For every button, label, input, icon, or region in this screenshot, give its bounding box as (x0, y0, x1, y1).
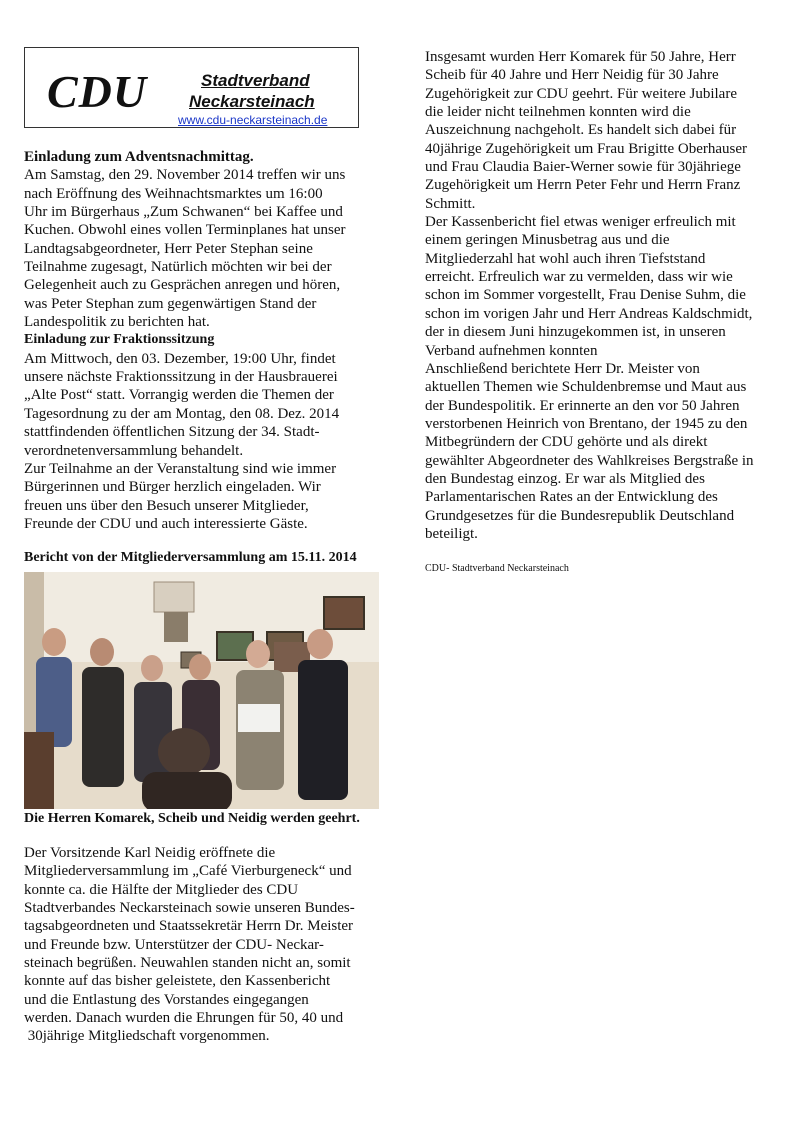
text-line: Gelegenheit auch zu Gesprächen anregen und hören, (24, 277, 341, 294)
text-line: den Bundestag einzog. Er war als Mitglied des (425, 470, 705, 487)
text-line: Schmitt. (425, 195, 476, 212)
right-column (425, 48, 785, 543)
text-line: Der Kassenbericht fiel etwas weniger erfreulich mit (425, 214, 736, 231)
text-line: und Freunde bzw. Unterstützer der CDU- Neckar- (24, 936, 324, 953)
text-line: 40jährige Zugehörigkeit um Frau Brigitte Oberhauser (425, 140, 747, 157)
photo-caption: Die Herren Komarek, Scheib und Neidig werden geehrt. (24, 811, 360, 826)
text-line: „Alte Post“ statt. Vorrangig werden die Themen der (24, 387, 334, 404)
text-line: gewählter Abgeordneter des Wahlkreises Bergstraße in (425, 452, 754, 469)
text-line: Teilnahme zugesagt, Natürlich möchten wir bei der (24, 259, 332, 276)
text-line: und die Entlastung des Vorstandes eingegangen (24, 991, 309, 1008)
text-line: Kuchen. Obwohl eines vollen Terminplanes hat unser (24, 222, 346, 239)
group-photo (24, 572, 379, 809)
text-line: freuen uns über den Besuch unserer Mitglieder, (24, 497, 309, 514)
text-line: Freunde der CDU und auch interessierte Gäste. (24, 515, 308, 532)
text-line: tagsabgeordneten und Staatssekretär Herrn Dr. Meister (24, 918, 354, 935)
text-line: beteiligt. (425, 525, 478, 542)
report-text (24, 844, 384, 1046)
text-line: Verband aufnehmen konnten (425, 342, 598, 359)
text-line: Stadtverbandes Neckarsteinach sowie unseren Bundes- (24, 900, 355, 917)
text-line: Zur Teilnahme an der Veranstaltung sind wie immer (24, 460, 337, 477)
text-line: und Frau Claudia Baier-Werner sowie für 30jähriege (425, 159, 741, 176)
text-line: nach Eröffnung des Weihnachtsmarktes um 16:00 (24, 185, 323, 202)
text-line: was Peter Stephan zum gegenwärtigen Stand der (24, 295, 317, 312)
cdu-logo: CDU (47, 66, 148, 117)
text-line: Mitbegründern der CDU gehörte und als direkt (425, 434, 708, 451)
text-line: aktuellen Themen wie Schuldenbremse und Maut aus (425, 379, 747, 396)
text-line: schon im vorigen Jahr und Herr Andreas Kaldschmidt, (425, 305, 753, 322)
text-line: Mitgliederzahl hat wohl auch ihren Tiefststand (425, 250, 706, 267)
text-line: werden. Danach wurden die Ehrungen für 50, 40 und (24, 1010, 344, 1027)
text-line: der Bundespolitik. Er erinnerte an den vor 50 Jahren (425, 397, 740, 414)
website-link[interactable]: www.cdu-neckarsteinach.de (178, 113, 328, 127)
text-line: verstorbenen Heinrich von Brentano, der 1945 zu den (425, 415, 748, 432)
text-line: Uhr im Bürgerhaus „Zum Schwanen“ bei Kaffee und (24, 204, 343, 221)
text-line: 30jährige Mitgliedschaft vorgenommen. (24, 1028, 270, 1045)
advent-heading: Einladung zum Adventsnachmittag. (24, 149, 254, 165)
left-column (24, 148, 384, 568)
org-name-line1: Stadtverband (201, 71, 310, 90)
text-line: Bürgerinnen und Bürger herzlich eingeladen. Wir (24, 479, 321, 496)
text-line: Am Mittwoch, den 03. Dezember, 19:00 Uhr, findet (24, 350, 336, 367)
text-line: Landespolitik zu berichten hat. (24, 314, 210, 331)
group-photo-illustration (24, 572, 379, 809)
text-line: einem geringen Minusbetrag aus und die (425, 232, 670, 249)
text-line: stattfindenden öffentlichen Sitzung der 34. Stadt- (24, 424, 320, 441)
text-line: erreicht. Erfreulich war zu vermelden, dass wir wie (425, 269, 733, 286)
text-line: schon im Sommer vorgestellt, Frau Denise Suhm, die (425, 287, 746, 304)
text-line: Zugehörigkeit zur CDU geehrt. Für weitere Jubilare (425, 85, 737, 102)
text-line: Zugehörigkeit um Herrn Peter Fehr und Herrn Franz (425, 177, 741, 194)
faction-meeting-heading: Einladung zur Fraktionssitzung (24, 332, 215, 348)
text-line: Der Vorsitzende Karl Neidig eröffnete die (24, 845, 276, 861)
text-line: konnte auf das bisher geleistete, den Kassenbericht (24, 973, 331, 990)
header-box (24, 47, 359, 128)
text-line: Insgesamt wurden Herr Komarek für 50 Jahre, Herr (425, 49, 736, 65)
text-line: Grundgesetzes für die Bundesrepublik Deutschland (425, 507, 735, 524)
text-line: Parlamentarischen Rates an der Entwicklung des (425, 489, 718, 506)
text-line: Auszeichnung nachgeholt. Es handelt sich dabei für (425, 122, 737, 139)
org-name-line2: Neckarsteinach (189, 92, 315, 111)
report-heading: Bericht von der Mitgliederversammlung am 15.11. 2014 (24, 550, 357, 566)
signature: CDU- Stadtverband Neckarsteinach (425, 563, 569, 574)
text-line: Mitgliederversammlung im „Café Vierburgeneck“ und (24, 863, 352, 880)
text-line: Anschließend berichtete Herr Dr. Meister von (425, 360, 700, 377)
text-line: Scheib für 40 Jahre und Herr Neidig für 30 Jahre (425, 67, 719, 84)
text-line: unsere nächste Fraktionssitzung in der Hausbrauerei (24, 369, 338, 386)
text-line: die leider nicht teilnehmen konnten wird die (425, 104, 691, 121)
text-line: Am Samstag, den 29. November 2014 treffen wir uns (24, 167, 346, 184)
text-line: der in diesem Juni hinzugekommen ist, in unseren (425, 324, 726, 341)
text-line: steinach begrüßen. Neuwahlen standen nicht an, somit (24, 955, 351, 972)
text-line: Landtagsabgeordneter, Herr Peter Stephan seine (24, 240, 313, 257)
text-line: verordnetenversammlung behandelt. (24, 442, 244, 459)
text-line: konnte ca. die Hälfte der Mitglieder des CDU (24, 881, 299, 898)
text-line: Tagesordnung zu der am Montag, den 08. Dez. 2014 (24, 405, 340, 422)
